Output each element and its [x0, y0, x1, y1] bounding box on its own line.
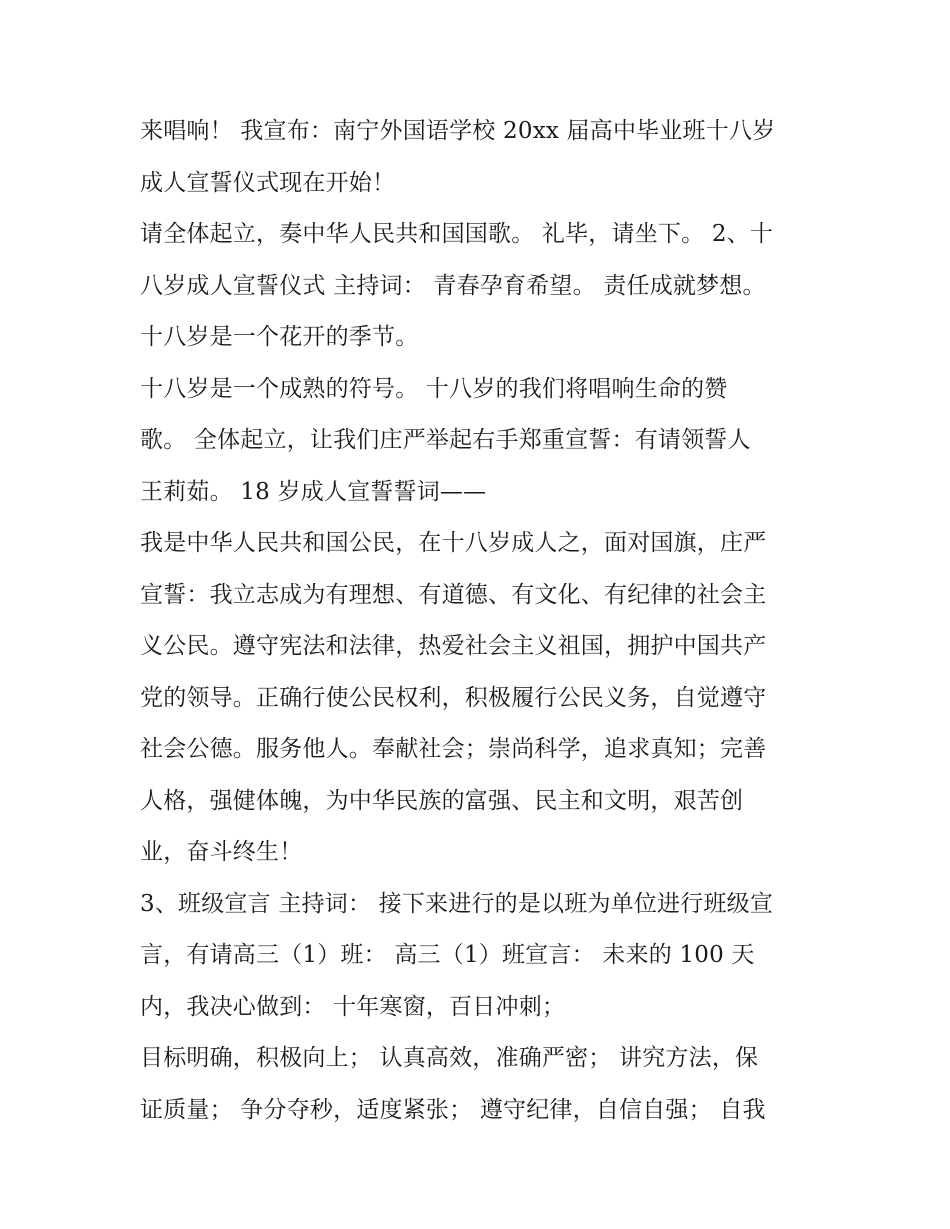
- text-line: 八岁成人宣誓仪式 主持词： 青春孕育希望。 责任成就梦想。: [140, 272, 766, 299]
- text-line: 成人宣誓仪式现在开始！: [140, 169, 396, 196]
- text-line: 宣誓：我立志成为有理想、有道德、有文化、有纪律的社会主: [140, 581, 767, 608]
- text-line: 党的领导。正确行使公民权利，积极履行公民义务，自觉遵守: [140, 684, 767, 711]
- text-line: 义公民。遵守宪法和法律，热爱社会主义祖国，拥护中国共产: [140, 633, 767, 659]
- text-line: 言，有请高三（1）班： 高三（1）班宣言： 未来的 100 天: [140, 942, 755, 968]
- body-text: [140, 106, 830, 1136]
- text-line: 请全体起立，奏中华人民共和国国歌。 礼毕，请坐下。 2、十: [140, 221, 774, 247]
- text-line: 3、班级宣言 主持词： 接下来进行的是以班为单位进行班级宣: [140, 890, 774, 917]
- text-line: 内，我决心做到： 十年寒窗，百日冲刺；: [140, 993, 566, 1020]
- text-line: 我是中华人民共和国公民，在十八岁成人之，面对国旗，庄严: [140, 530, 767, 556]
- text-line: 歌。 全体起立，让我们庄严举起右手郑重宣誓：有请领誓人: [140, 427, 751, 453]
- text-line: 王莉茹。 18 岁成人宣誓誓词——: [140, 478, 487, 505]
- text-line: 目标明确，积极向上； 认真高效，准确严密； 讲究方法，保: [140, 1045, 759, 1071]
- text-line: 业，奋斗终生！: [140, 839, 303, 865]
- text-line: 十八岁是一个成熟的符号。 十八岁的我们将唱响生命的赞: [140, 375, 728, 402]
- text-line: 十八岁是一个花开的季节。: [140, 324, 419, 350]
- text-line: 证质量； 争分夺秒，适度紧张； 遵守纪律，自信自强； 自我: [140, 1096, 766, 1123]
- text-line: 来唱响！ 我宣布：南宁外国语学校 20xx 届高中毕业班十八岁: [140, 118, 776, 144]
- text-line: 人格，强健体魄，为中华民族的富强、民主和文明，艰苦创: [140, 787, 744, 814]
- text-line: 社会公德。服务他人。奉献社会；崇尚科学，追求真知；完善: [140, 736, 767, 762]
